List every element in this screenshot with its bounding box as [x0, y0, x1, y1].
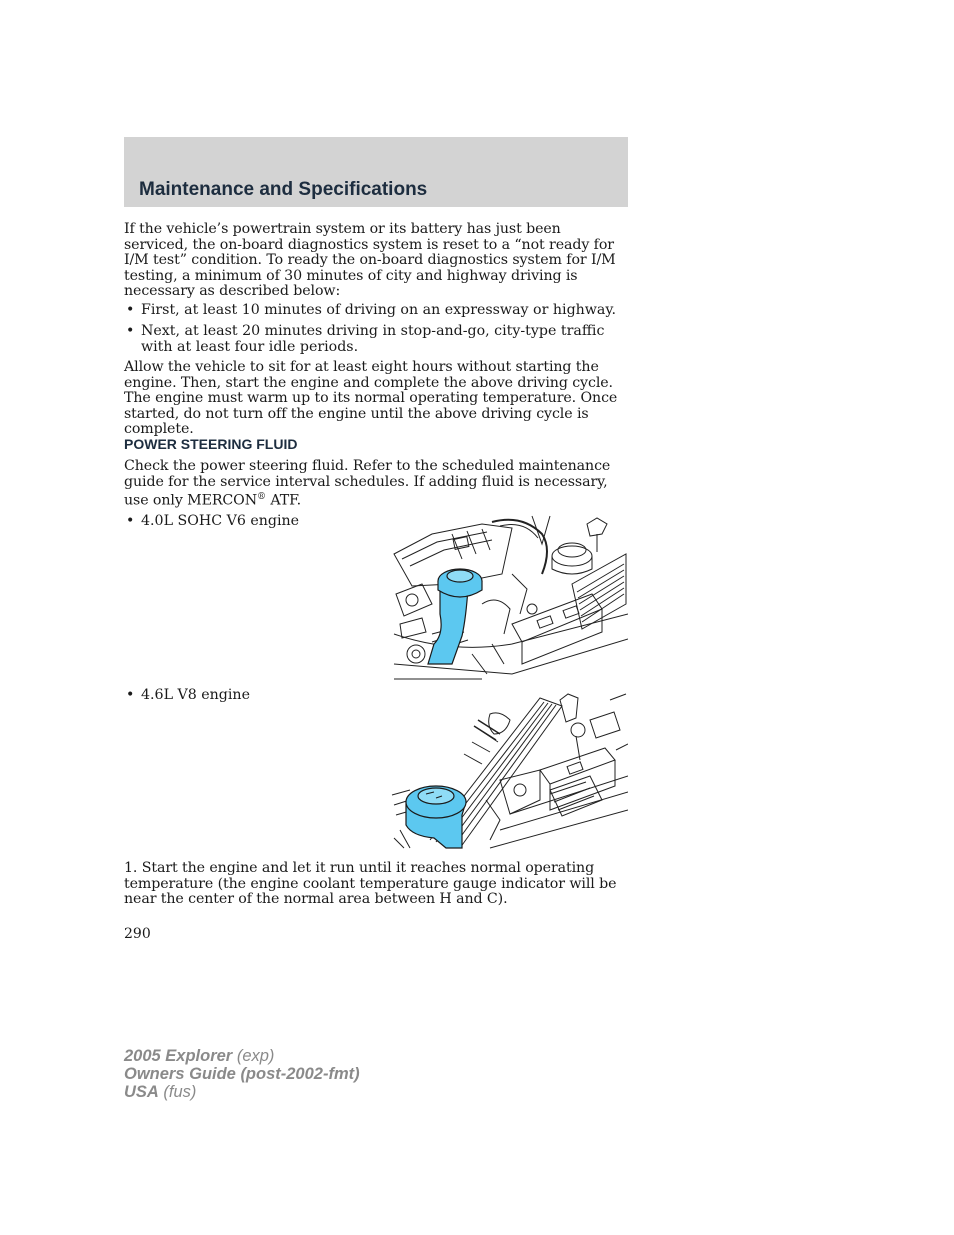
intro-paragraph: If the vehicle’s powertrain system or its battery has just been serviced, the on-board diagnostics system is reset to a “not ready for I/M test” condition. To ready the on-board diagnostics system for I/M testing, a minimum of 30 minutes of city and highway driving is necessary as described below:	[124, 221, 616, 300]
power-steering-paragraph	[124, 459, 628, 510]
header-band	[124, 137, 628, 207]
footer-guide: Owners Guide (post-2002-fmt)	[124, 1065, 360, 1083]
footer-line-2	[124, 1065, 360, 1083]
paragraph-text-end: ATF.	[265, 492, 302, 509]
bullet-text: First, at least 10 minutes of driving on an expressway or highway.	[141, 302, 617, 318]
list-item	[124, 303, 628, 319]
page-number: 290	[124, 926, 151, 942]
bullet-text: Next, at least 20 minutes driving in stop-and-go, city-type traffic with at least four idle periods.	[141, 323, 605, 355]
paragraph-text: Check the power steering fluid. Refer to the scheduled maintenance guide for the service interval schedules. If adding fluid is necessary, use only MERCON	[124, 458, 611, 509]
footer-line-1	[124, 1047, 360, 1065]
page-title: Maintenance and Specifications	[139, 179, 428, 200]
trademark-symbol: ®	[257, 492, 266, 503]
bullet-icon: •	[126, 302, 135, 318]
list-item	[124, 688, 384, 704]
footer-market: USA	[124, 1083, 159, 1101]
footer-line-3	[124, 1083, 360, 1101]
bullet-icon: •	[126, 513, 135, 529]
list-item	[124, 324, 628, 355]
section-heading: POWER STEERING FLUID	[124, 436, 298, 452]
engine-label-v6: 4.0L SOHC V6 engine	[141, 513, 300, 529]
document-footer	[124, 1047, 360, 1101]
list-item	[124, 514, 384, 530]
engine-label-v8: 4.6L V8 engine	[141, 687, 250, 703]
step-1-instruction: 1. Start the engine and let it run until it reaches normal operating temperature (the engine coolant temperature gauge indicator will be near the center of the normal area between H and C).	[124, 860, 617, 908]
footer-model-code: (exp)	[232, 1047, 275, 1065]
v8-engine-illustration	[390, 690, 628, 850]
bullet-icon: •	[126, 323, 135, 339]
footer-market-code: (fus)	[158, 1083, 197, 1101]
bullet-icon: •	[126, 687, 135, 703]
footer-model: 2005 Explorer	[124, 1047, 233, 1065]
v6-engine-illustration	[392, 514, 628, 680]
closing-paragraph: Allow the vehicle to sit for at least eight hours without starting the engine. Then, start the engine and complete the above driving cycle. The engine must warm up to its normal operating temperature. Once started, do not turn off the engine until the above driving cycle is complete.	[124, 359, 618, 438]
